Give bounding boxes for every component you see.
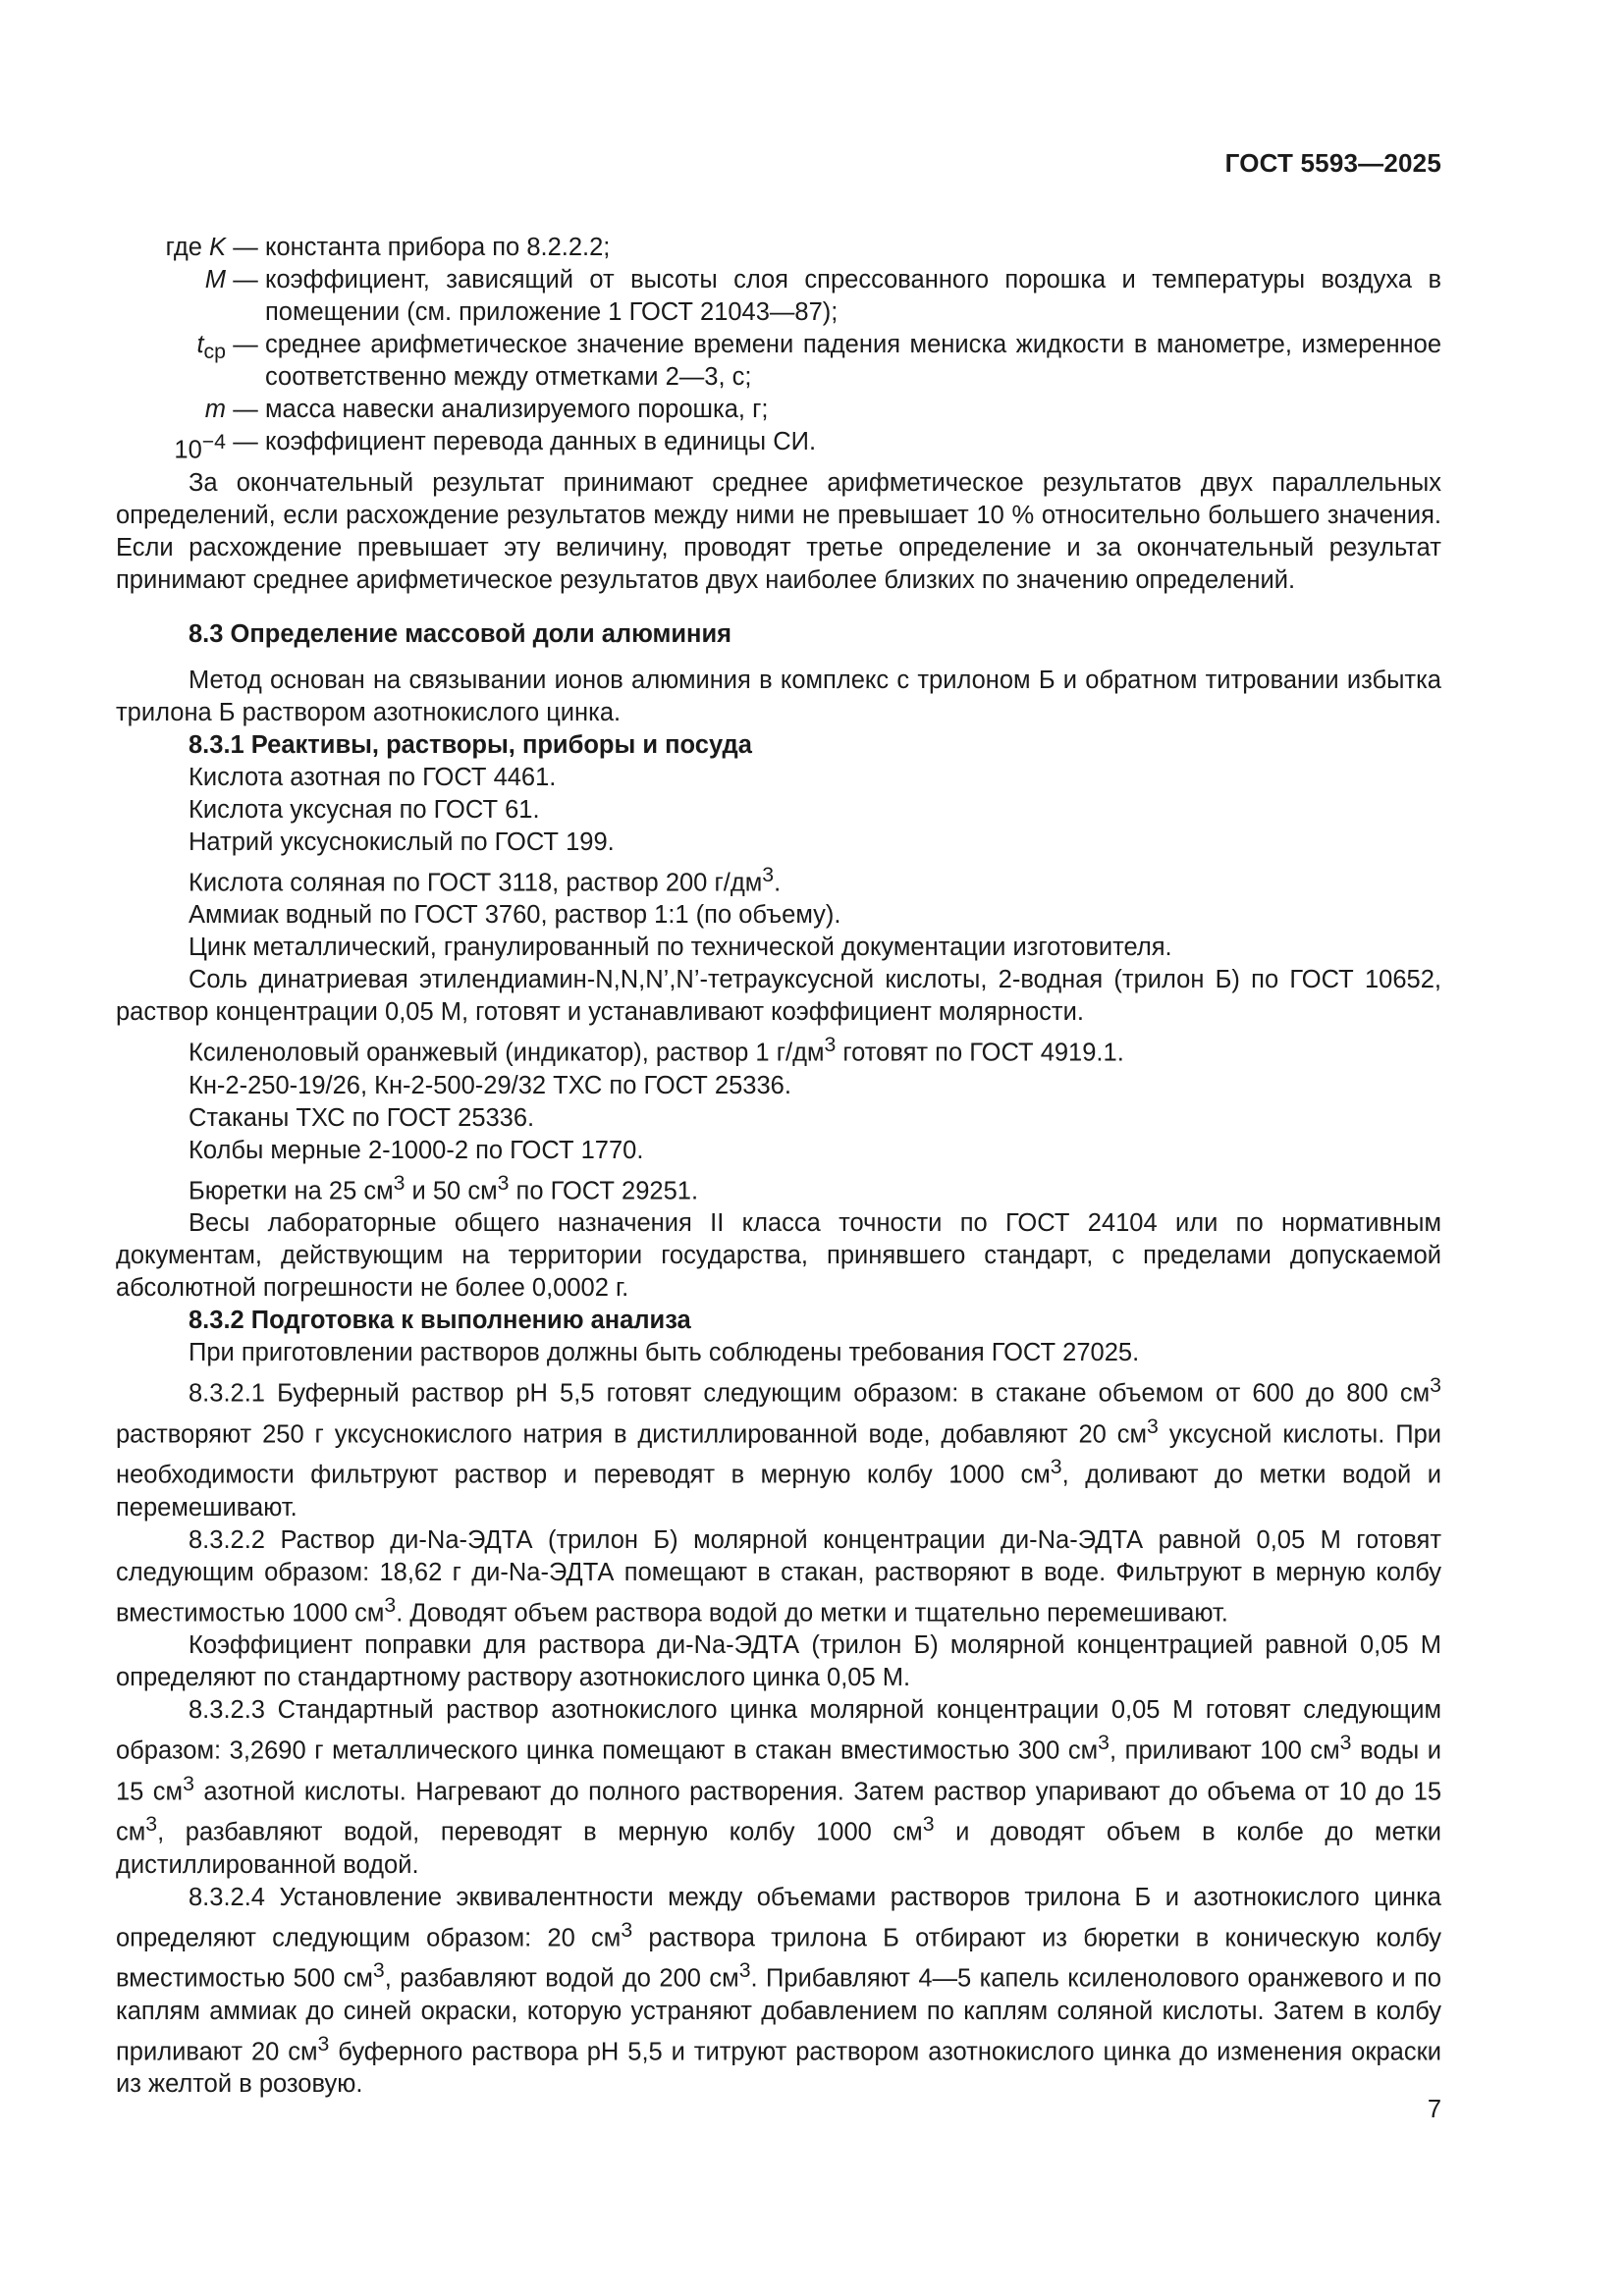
- reagent-item: Ксиленоловый оранжевый (индикатор), раствор 1 $г/дм^3$ готовят по ГОСТ 4919.1.: [189, 1033, 1124, 1067]
- final-result-paragraph: За окончательный результат принимают среднее арифметическое результатов двух параллельных определений, если расхождение результатов между ними не превышает 10 % относительно большего значения. Если расхождение превышает эту величину, проводят третье определение и за окончательный результат принимают среднее арифметическое результатов двух наиболее близких по значению определений.: [116, 468, 1441, 594]
- paragraph-8-3-2-4: 8.3.2.4 Установление эквивалентности между объемами растворов трилона Б и азотнокислого цинка определяют следующим образом: 20 $см^3$ раствора трилона Б отбирают из бюретки в коническую колбу вместимостью 500 $см^3$, разбавляют водой до 200 $см^3$. Прибавляют 4—5 капель ксиленолового оранжевого и по каплям аммиак до синей окраски, которую устраняют добавлением по каплям соляной кислоты. Затем в колбу приливают 20 $см^3$ буферного раствора pH 5,5 и титруют раствором азотнокислого цинка до изменения окраски из желтой в розовую.: [116, 1883, 1442, 2098]
- equipment-item: Колбы мерные 2-1000-2 по ГОСТ 1770.: [189, 1136, 644, 1164]
- equipment-item: Кн-2-250-19/26, Кн-2-500-29/32 ТХС по ГОСТ 25336.: [189, 1071, 791, 1099]
- preparation-intro: При приготовлении растворов должны быть соблюдены требования ГОСТ 27025.: [189, 1339, 1140, 1366]
- legend-description: константа прибора по 8.2.2.2;: [265, 234, 611, 261]
- section-heading-8-3-2: 8.3.2 Подготовка к выполнению анализа: [189, 1307, 691, 1334]
- reagent-item: Кислота соляная по ГОСТ 3118, раствор 200 $г/дм^3$.: [189, 862, 782, 896]
- paragraph-8-3-2-1: 8.3.2.1 Буферный раствор pH 5,5 готовят следующим образом: в стакане объемом от 600 до 800 $см^3$ растворяют 250 г уксуснокислого натрия в дистиллированной воде, добавляют 20 $см^3$ уксусной кислоты. При необходимости фильтруют раствор и переводят в мерную колбу 1000 $см^3$, доливают до метки водой и перемешивают.: [116, 1373, 1441, 1522]
- legend-row: m — масса навески анализируемого порошка, г;: [116, 394, 1441, 426]
- legend-symbol: t: [196, 331, 204, 358]
- reagent-item: Кислота уксусная по ГОСТ 61.: [189, 795, 540, 824]
- equipment-item: Стаканы ТХС по ГОСТ 25336.: [189, 1103, 535, 1132]
- legend-description: коэффициент, зависящий от высоты слоя спрессованного порошка и температуры воздуха в помещении (см. приложение 1 ГОСТ 21043—87);: [265, 266, 1441, 326]
- equipment-item: Весы лабораторные общего назначения II класса точности по ГОСТ 24104 или по нормативным документам, действующим на территории государства, принявшего стандарт, с пределами допускаемой абсолютной погрешности не более 0,0002 г.: [116, 1209, 1441, 1302]
- page-number: 7: [1427, 2096, 1441, 2123]
- legend-symbol: M: [204, 266, 226, 294]
- legend-subscript: ср: [203, 340, 226, 364]
- legend-symbol: 10: [174, 436, 202, 464]
- legend-symbol: m: [204, 396, 226, 423]
- section-heading-8-3: 8.3 Определение массовой доли алюминия: [189, 619, 732, 648]
- reagent-item: Аммиак водный по ГОСТ 3760, раствор 1:1 (по объему).: [189, 901, 841, 929]
- legend-superscript: −4: [201, 430, 226, 454]
- legend-description: масса навески анализируемого порошка, г;: [265, 396, 769, 423]
- reagent-item: Цинк металлический, гранулированный по технической документации изготовителя.: [189, 934, 1172, 961]
- method-paragraph: Метод основан на связывании ионов алюминия в комплекс с трилоном Б и обратном титровании избытка трилона Б раствором азотнокислого цинка.: [116, 666, 1441, 726]
- section-heading-8-3-1: 8.3.1 Реактивы, растворы, приборы и посуда: [189, 730, 752, 759]
- page-header: ГОСТ 5593—2025: [1224, 148, 1441, 178]
- reagent-item: Натрий уксуснокислый по ГОСТ 199.: [189, 828, 615, 856]
- reagent-item: Соль динатриевая этилендиамин-N,N,N’,N’-тетрауксусной кислоты, 2-водная (трилон Б) по ГОСТ 10652, раствор концентрации 0,05 М, готовят и устанавливают коэффициент молярности.: [116, 966, 1441, 1026]
- legend-row: где K — константа прибора по 8.2.2.2;: [116, 232, 1441, 264]
- paragraph-correction-coefficient: Коэффициент поправки для раствора ди-Na-ЭДТА (трилон Б) молярной концентрацией равной 0,05 М определяют по стандартному раствору азотнокислого цинка 0,05 М.: [116, 1631, 1441, 1691]
- paragraph-8-3-2-2: 8.3.2.2 Раствор ди-Na-ЭДТА (трилон Б) молярной концентрации ди-Na-ЭДТА равной 0,05 М готовят следующим образом: 18,62 г ди-Na-ЭДТА помещают в стакан, растворяют в воде. Фильтруют в мерную колбу вместимостью 1000 $см^3$. Доводят объем раствора водой до метки и тщательно перемешивают.: [116, 1525, 1441, 1627]
- reagent-item: Кислота азотная по ГОСТ 4461.: [189, 763, 557, 791]
- legend-description: среднее арифметическое значение времени падения мениска жидкости в манометре, измеренное соответственно между отметками 2—3, с;: [265, 331, 1441, 391]
- legend-row: M — коэффициент, зависящий от высоты слоя спрессованного порошка и температуры воздуха в помещении (см. приложение 1 ГОСТ 21043—87);: [116, 264, 1441, 329]
- legend-row: $10^{-4}$ — коэффициент перевода данных в единицы СИ.: [116, 426, 1441, 467]
- paragraph-8-3-2-3: 8.3.2.3 Стандартный раствор азотнокислого цинка молярной концентрации 0,05 М готовят следующим образом: 3,2690 г металлического цинка помещают в стакан вместимостью 300 $см^3$, приливают 100 $см^3$ воды и 15 $см^3$ азотной кислоты. Нагревают до полного растворения. Затем раствор упаривают до объема от 10 до 15 $см^3$, разбавляют водой, переводят в мерную колбу 1000 $см^3$ и доводят объем в колбе до метки дистиллированной водой.: [116, 1696, 1442, 1879]
- equipment-item: Бюретки на 25 $см^3$ и 50 $см^3$ по ГОСТ 29251.: [189, 1170, 699, 1204]
- legend-symbol: K: [208, 234, 226, 261]
- legend-description: коэффициент перевода данных в единицы СИ.: [265, 428, 817, 455]
- symbol-legend: [116, 232, 1441, 467]
- page-content: [116, 232, 1441, 2101]
- legend-row: $t_{ср}$ — среднее арифметическое значение времени падения мениска жидкости в манометре, измеренное соответственно между отметками 2—3, с;: [116, 329, 1441, 394]
